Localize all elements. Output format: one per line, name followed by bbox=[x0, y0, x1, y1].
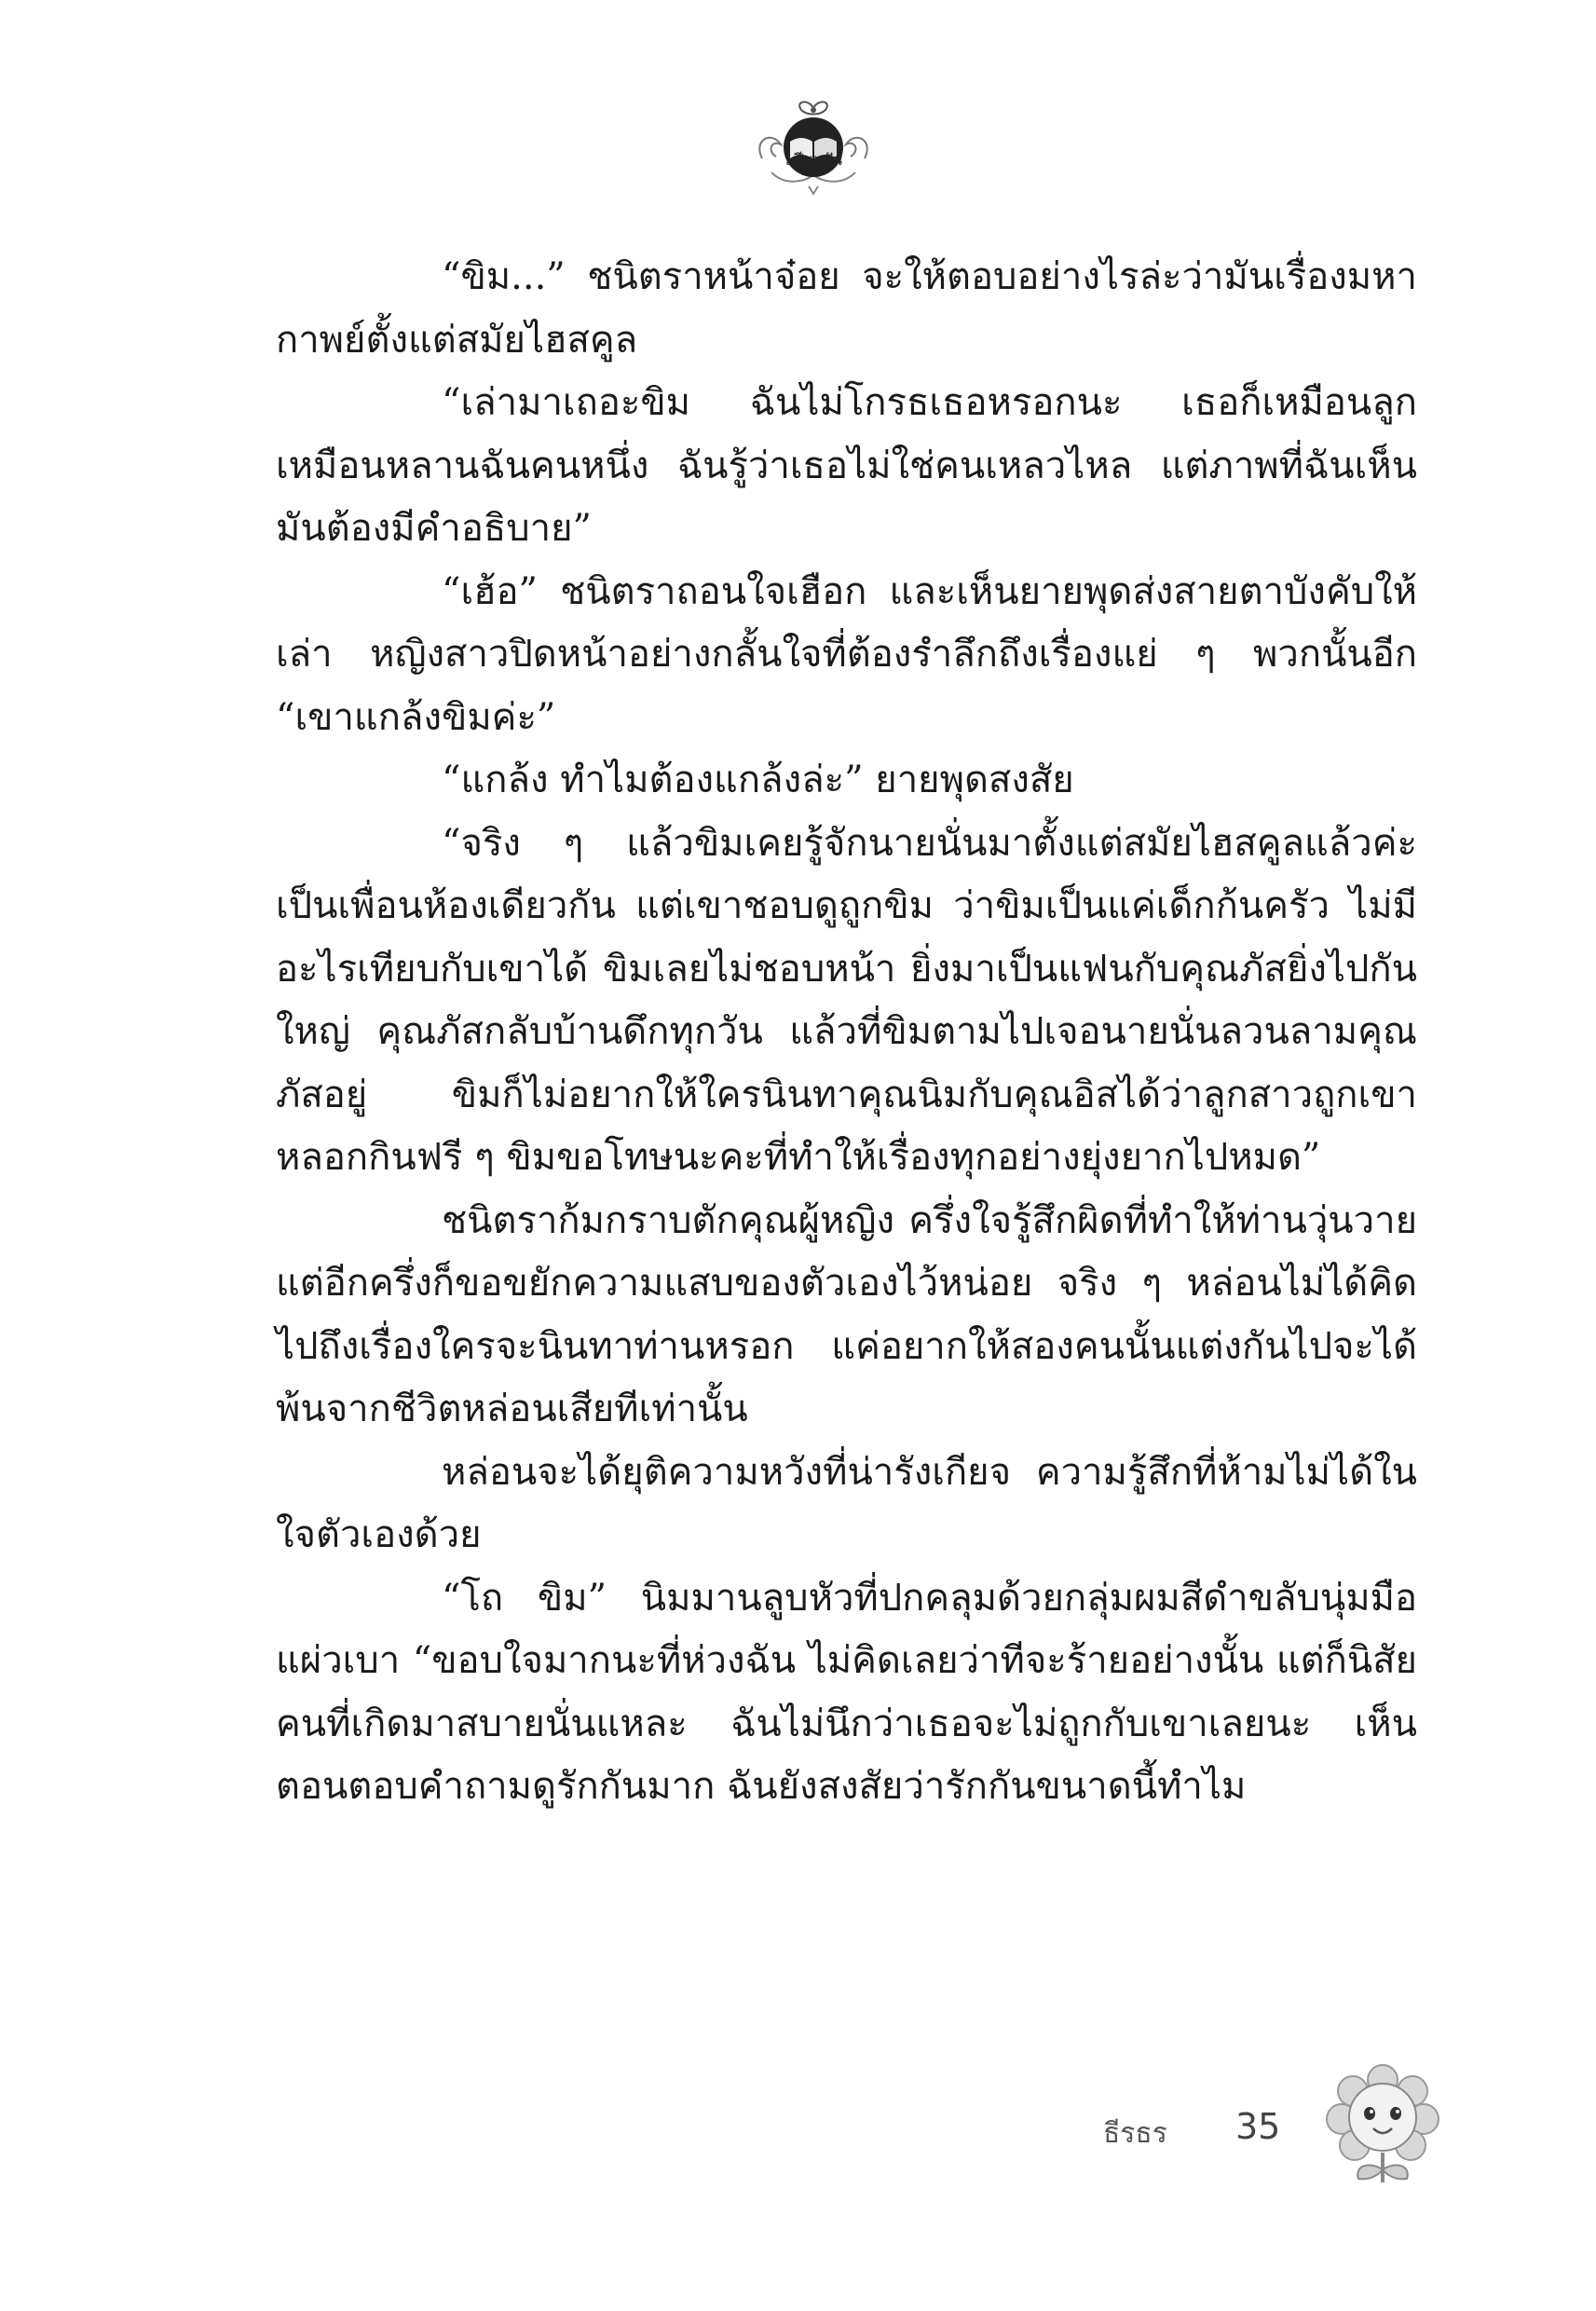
ornamental-book-emblem-icon bbox=[753, 93, 874, 196]
emblem-text: เฟียนฝัน bbox=[784, 151, 842, 170]
paragraph: “แกล้ง ทำไมต้องแกล้งล่ะ” ยายพุดสงสัย bbox=[442, 759, 1074, 801]
page-number: 35 bbox=[1235, 2106, 1281, 2147]
paragraph: หล่อนจะได้ยุติความหวังที่น่ารังเกียจ ความรู้สึกที่ห้ามไม่ได้ในใจตัวเองด้วย bbox=[276, 1450, 1417, 1556]
body-text bbox=[276, 246, 1417, 1819]
paragraph: “เฮ้อ” ชนิตราถอนใจเฮือก และเห็นยายพุดส่งสายตาบังคับให้เล่า หญิงสาวปิดหน้าอย่างกลั้นใจที่ต้องรำลึกถึงเรื่องแย่ ๆ พวกนั้นอีก “เขาแกล้งขิมค่ะ” bbox=[276, 569, 1417, 739]
paragraph: ชนิตราก้มกราบตักคุณผู้หญิง ครึ่งใจรู้สึกผิดที่ทำให้ท่านวุ่นวาย แต่อีกครึ่งก็ขอขยักความแสบของตัวเองไว้หน่อย จริง ๆ หล่อนไม่ได้คิดไปถึงเรื่องใครจะนินทาท่านหรอก แค่อยากให้สองคนนั้นแต่งกันไปจะได้พ้นจากชีวิตหล่อนเสียทีเท่านั้น bbox=[276, 1198, 1417, 1430]
author-name: ธีรธร bbox=[1103, 2117, 1167, 2150]
paragraph: “เล่ามาเถอะขิม ฉันไม่โกรธเธอหรอกนะ เธอก็เหมือนลูกเหมือนหลานฉันคนหนึ่ง ฉันรู้ว่าเธอไม่ใช่คนเหลวไหล แต่ภาพที่ฉันเห็นมันต้องมีคำอธิบาย” bbox=[276, 381, 1417, 550]
paragraph: “ขิม...” ชนิตราหน้าจ๋อย จะให้ตอบอย่างไรล่ะว่ามันเรื่องมหากาพย์ตั้งแต่สมัยไฮสคูล bbox=[276, 255, 1417, 362]
paragraph: “จริง ๆ แล้วขิมเคยรู้จักนายนั่นมาตั้งแต่สมัยไฮสคูลแล้วค่ะ เป็นเพื่อนห้องเดียวกัน แต่เขาชอบดูถูกขิม ว่าขิมเป็นแค่เด็กก้นครัว ไม่มีอะไรเทียบกับเขาได้ ขิมเลยไม่ชอบหน้า ยิ่งมาเป็นแฟนกับคุณภัสยิ่งไปกันใหญ่ คุณภัสกลับบ้านดึกทุกวัน แล้วที่ขิมตามไปเจอนายนั่นลวนลามคุณภัสอยู่ ขิมก็ไม่อยากให้ใครนินทาคุณนิมกับคุณอิสได้ว่าลูกสาวถูกเขาหลอกกินฟรี ๆ ขิมขอโทษนะคะที่ทำให้เรื่องทุกอย่างยุ่งยากไปหมด” bbox=[276, 821, 1417, 1179]
paragraph: “โถ ขิม” นิมมานลูบหัวที่ปกคลุมด้วยกลุ่มผมสีดำขลับนุ่มมือแผ่วเบา “ขอบใจมากนะที่ห่วงฉัน ไม่คิดเลยว่าทีจะร้ายอย่างนั้น แต่ก็นิสัยคนที่เกิดมาสบายนั่นแหละ ฉันไม่นึกว่าเธอจะไม่ถูกกับเขาเลยนะ เห็นตอนตอบคำถามดูรักกันมาก ฉันยังสงสัยว่ารักกันขนาดนี้ทำไม bbox=[276, 1576, 1417, 1808]
flower-mascot-icon bbox=[1321, 2059, 1444, 2190]
